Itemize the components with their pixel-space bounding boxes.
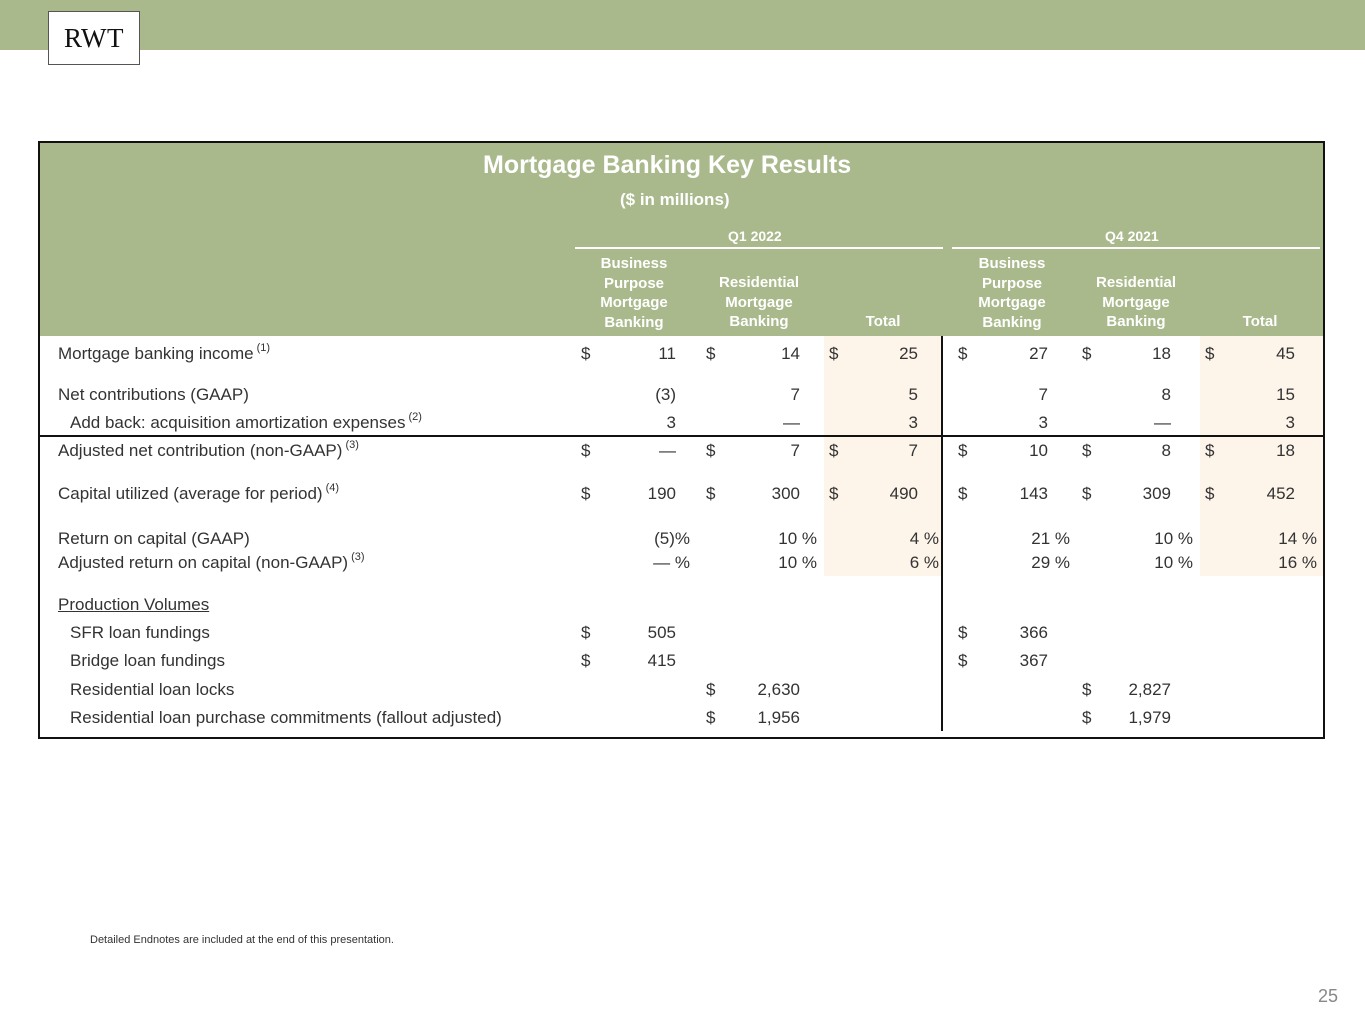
table-cell-value: 18 (1276, 441, 1295, 460)
currency-symbol: $ (581, 441, 591, 460)
currency-symbol: $ (1082, 344, 1092, 363)
table-cell-value: 366 (1019, 623, 1048, 642)
col-header-rmb-q4: Residential Mortgage Banking (1095, 274, 1177, 330)
table-cell-value: 25 (899, 344, 918, 363)
table-cell-value: 143 (1019, 484, 1048, 503)
table-cell-value: 29 % (1031, 553, 1070, 572)
row-label: Adjusted return on capital (non-GAAP) $^{(3)}$ (58, 551, 365, 572)
adjusted-row-rule (40, 435, 1325, 437)
currency-symbol: $ (829, 441, 839, 460)
table-cell-value: 6 % (909, 553, 939, 572)
table-cell-value: 367 (1019, 651, 1048, 670)
table-cell-value: 309 (1142, 484, 1171, 503)
table-cell-value: 5 (908, 385, 918, 404)
row-label: Residential loan purchase commitments (fallout adjusted) (70, 708, 502, 727)
currency-symbol: $ (829, 484, 839, 503)
table-cell-value: 2,827 (1128, 680, 1171, 699)
col-header-total-q1: Total (865, 313, 901, 330)
currency-symbol: $ (706, 344, 716, 363)
table-cell-value: 45 (1276, 344, 1295, 363)
currency-symbol: $ (1082, 441, 1092, 460)
currency-symbol: $ (958, 441, 968, 460)
table-cell-value: — (783, 413, 800, 432)
table-cell-value: (5)% (654, 529, 690, 548)
row-label: SFR loan fundings (70, 623, 210, 642)
table-cell-value: — (1154, 413, 1171, 432)
table-subtitle: ($ in millions) (620, 190, 730, 209)
currency-symbol: $ (958, 484, 968, 503)
currency-symbol: $ (581, 344, 591, 363)
table-cell-value: 7 (790, 441, 800, 460)
currency-symbol: $ (958, 651, 968, 670)
col-header-rmb-q1: Residential Mortgage Banking (718, 274, 800, 330)
table-cell-value: 1,956 (757, 708, 800, 727)
col-header-bpmb-q1: Business Purpose Mortgage Banking (600, 255, 668, 331)
table-cell-value: 10 % (778, 553, 817, 572)
row-label: Return on capital (GAAP) (58, 529, 250, 548)
table-header (40, 143, 1323, 336)
table-cell-value: 27 (1029, 344, 1048, 363)
period-divider (941, 336, 943, 731)
table-cell-value: 14 % (1278, 529, 1317, 548)
table-cell-value: 505 (647, 623, 676, 642)
row-label: Mortgage banking income $^{(1)}$ (58, 342, 271, 363)
currency-symbol: $ (581, 623, 591, 642)
table-cell-value: 16 % (1278, 553, 1317, 572)
table-cell-value: 10 % (778, 529, 817, 548)
top-banner (0, 0, 1365, 50)
table-cell-value: 1,979 (1128, 708, 1171, 727)
currency-symbol: $ (958, 344, 968, 363)
currency-symbol: $ (706, 708, 716, 727)
row-label: Bridge loan fundings (70, 651, 226, 670)
table-cell-value: 21 % (1031, 529, 1070, 548)
table-cell-value: 452 (1266, 484, 1295, 503)
table-cell-value: 8 (1161, 385, 1171, 404)
table-cell-value: 490 (889, 484, 918, 503)
currency-symbol: $ (1205, 344, 1215, 363)
currency-symbol: $ (958, 623, 968, 642)
table-cell-value: 3 (1038, 413, 1048, 432)
table-cell-value: 3 (666, 413, 676, 432)
row-label: Adjusted net contribution (non-GAAP) $^{(3)}$ (58, 439, 359, 460)
table-cell-value: 300 (771, 484, 800, 503)
table-cell-value: 2,630 (757, 680, 800, 699)
col-header-bpmb-q4: Business Purpose Mortgage Banking (978, 255, 1046, 331)
currency-symbol: $ (581, 651, 591, 670)
row-label: Capital utilized (average for period) $^{(4)}$ (58, 482, 340, 503)
period-underline-q4 (952, 247, 1320, 249)
currency-symbol: $ (1205, 441, 1215, 460)
currency-symbol: $ (581, 484, 591, 503)
table-cell-value: 18 (1152, 344, 1171, 363)
period-q4-2021: Q4 2021 (1105, 228, 1159, 244)
table-cell-value: 10 % (1154, 553, 1193, 572)
period-q1-2022: Q1 2022 (728, 228, 782, 244)
currency-symbol: $ (706, 680, 716, 699)
table-cell-value: — % (653, 553, 690, 572)
period-underline-q1 (575, 247, 943, 249)
col-header-total-q4: Total (1242, 313, 1278, 330)
table-cell-value: — (659, 441, 676, 460)
page-number: 25 (1317, 986, 1338, 1006)
table-cell-value: 14 (781, 344, 800, 363)
currency-symbol: $ (706, 484, 716, 503)
endnote-text: Detailed Endnotes are included at the end of this presentation. (90, 934, 394, 946)
currency-symbol: $ (706, 441, 716, 460)
currency-symbol: $ (1205, 484, 1215, 503)
table-cell-value: 11 (658, 344, 676, 363)
row-label: Residential loan locks (70, 680, 235, 699)
row-label: Production Volumes (58, 595, 210, 614)
table-cell-value: 415 (647, 651, 676, 670)
company-logo: RWT (48, 11, 140, 65)
table-cell-value: 7 (1038, 385, 1048, 404)
table-cell-value: 10 % (1154, 529, 1193, 548)
table-cell-value: (3) (655, 385, 676, 404)
row-label: Add back: acquisition amortization expenses $^{(2)}$ (70, 411, 422, 432)
table-cell-value: 8 (1161, 441, 1171, 460)
currency-symbol: $ (1082, 708, 1092, 727)
table-title: Mortgage Banking Key Results (483, 151, 852, 179)
table-cell-value: 7 (908, 441, 918, 460)
row-label: Net contributions (GAAP) (58, 385, 249, 404)
currency-symbol: $ (1082, 680, 1092, 699)
key-results-table (38, 141, 1325, 739)
currency-symbol: $ (829, 344, 839, 363)
table-cell-value: 15 (1276, 385, 1295, 404)
currency-symbol: $ (1082, 484, 1092, 503)
table-cell-value: 7 (790, 385, 800, 404)
table-cell-value: 3 (908, 413, 918, 432)
table-cell-value: 190 (647, 484, 676, 503)
table-cell-value: 10 (1029, 441, 1048, 460)
table-cell-value: 4 % (909, 529, 939, 548)
table-cell-value: 3 (1285, 413, 1295, 432)
